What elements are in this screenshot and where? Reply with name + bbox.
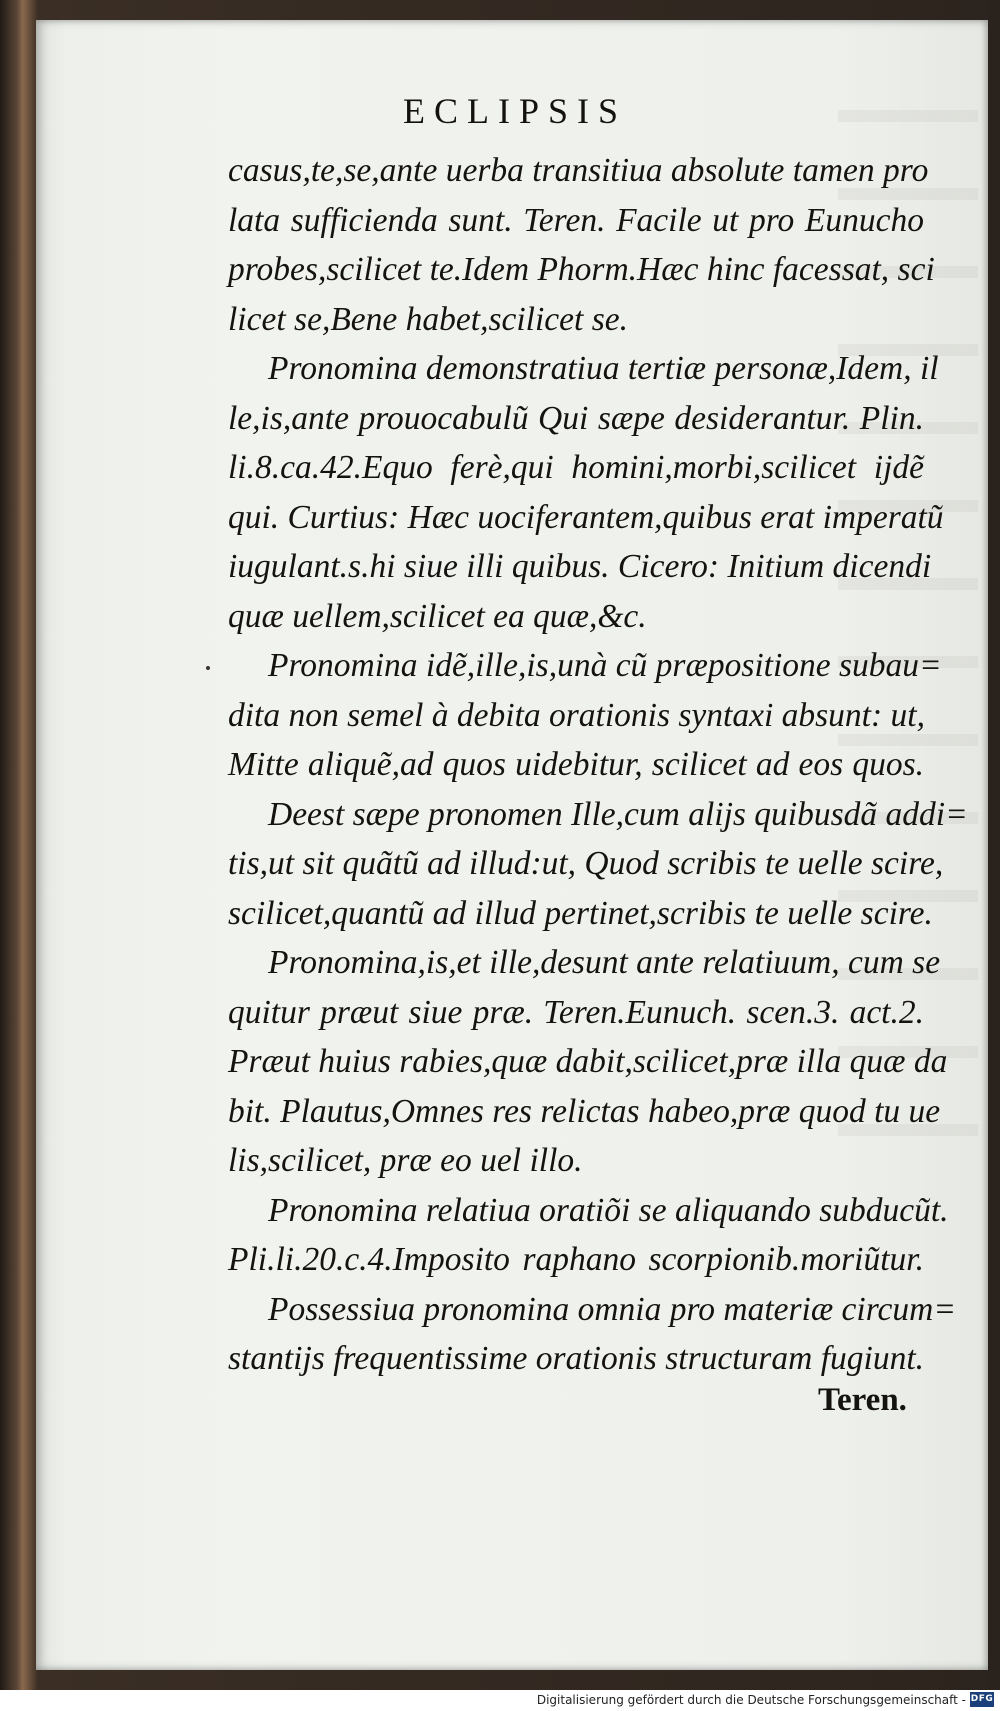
dfg-logo: DFG	[970, 1692, 994, 1707]
text-line: Præut huius rabies,quæ dabit,scilicet,præ illa quæ da	[228, 1043, 948, 1080]
body-text	[228, 146, 968, 1384]
book-spine-edge	[0, 0, 38, 1690]
text-line: iugulant.s.hi siue illi quibus. Cicero: Initium dicendi	[228, 548, 932, 585]
text-line: Mitte aliquẽ,ad quos uidebitur, scilicet ad eos quos.	[228, 746, 924, 783]
text-line: bit. Plautus,Omnes res relictas habeo,præ quod tu ue	[228, 1092, 941, 1130]
text-line: qui. Curtius: Hæc uociferantem,quibus erat imperatũ	[228, 498, 944, 536]
paragraph-first-line: Pronomina idẽ,ille,is,unà cũ præpositione subau=	[268, 647, 942, 684]
text-line: stantijs frequentissime orationis structuram fugiunt.	[228, 1340, 924, 1377]
text-line: licet se,Bene habet,scilicet se.	[228, 300, 628, 338]
paragraph-first-line: Pronomina relatiua oratiõi se aliquando subducũt.	[268, 1191, 949, 1229]
paragraph-first-line: Pronomina,is,et ille,desunt ante relatiuum, cum se	[268, 944, 941, 981]
text-line: lata sufficienda sunt. Teren. Facile ut pro Eunucho	[228, 201, 924, 239]
scan-right-edge	[988, 0, 1000, 1690]
paragraph-first-line: Pronomina demonstratiua tertiæ personæ,Idem, il	[268, 350, 939, 387]
paragraph-first-line: Deest sæpe pronomen Ille,cum alijs quibusdã addi=	[268, 795, 968, 833]
marginal-dot	[206, 666, 210, 670]
text-line: probes,scilicet te.Idem Phorm.Hæc hinc facessat, sci	[228, 251, 935, 288]
paragraph-first-line: Possessiua pronomina omnia pro materiæ circum=	[268, 1290, 956, 1328]
text-line: li.8.ca.42.Equo ferè,qui homini,morbi,scilicet ijdẽ	[228, 449, 924, 486]
text-line: dita non semel à debita orationis syntaxi absunt: ut,	[228, 696, 925, 734]
text-line: casus,te,se,ante uerba transitiua absolute tamen pro	[228, 152, 929, 189]
text-line: quitur præut siue præ. Teren.Eunuch. scen.3. act.2.	[228, 993, 924, 1031]
text-line: le,is,ante prouocabulũ Qui sæpe desiderantur. Plin.	[228, 399, 924, 437]
funding-credit: Digitalisierung gefördert durch die Deutsche Forschungsgemeinschaft -	[536, 1693, 966, 1707]
running-head: ECLIPSIS	[402, 91, 628, 131]
text-line: lis,scilicet, præ eo uel illo.	[228, 1142, 583, 1179]
text-line: quæ uellem,scilicet ea quæ,&c.	[228, 597, 647, 635]
text-line: scilicet,quantũ ad illud pertinet,scribis te uelle scire.	[228, 894, 933, 932]
catchword: Teren.	[818, 1382, 907, 1418]
text-line: tis,ut sit quãtũ ad illud:ut, Quod scribis te uelle scire,	[228, 845, 944, 882]
text-line: Pli.li.20.c.4.Imposito raphano scorpionib.moriũtur.	[228, 1241, 924, 1278]
